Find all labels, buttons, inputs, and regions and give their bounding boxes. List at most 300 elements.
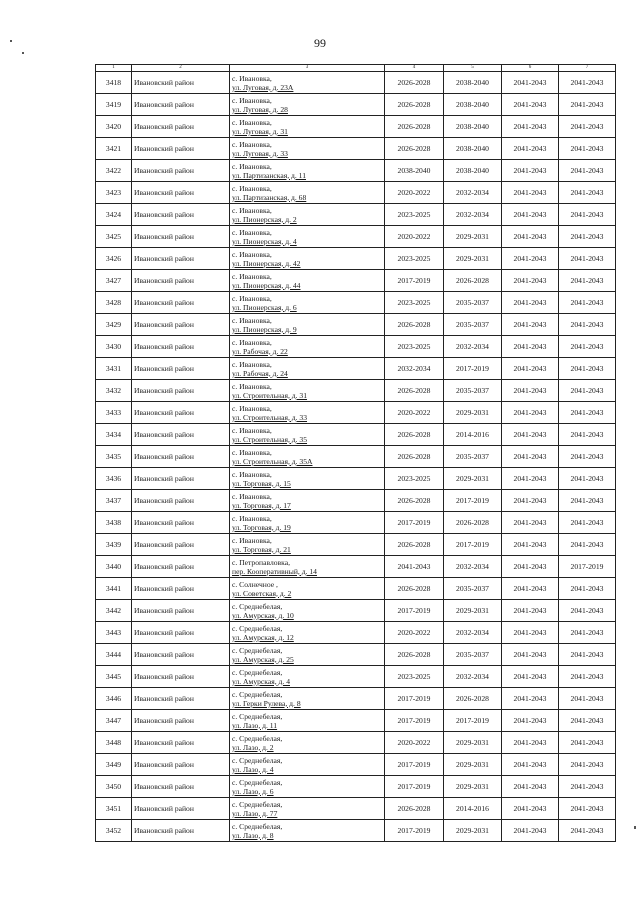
street-text: ул. Пионерская, д. 9: [232, 324, 297, 334]
period-col6-cell: 2041-2043: [502, 754, 559, 776]
period-col6-cell: 2041-2043: [502, 490, 559, 512]
street-text: ул. Торговая, д. 17: [232, 500, 291, 510]
period-col5-cell: 2038-2040: [444, 138, 502, 160]
period-col6-cell: 2041-2043: [502, 446, 559, 468]
table-row: [96, 754, 616, 776]
locality-text: с. Ивановка,: [232, 249, 272, 259]
street-text: ул. Пионерская, д. 2: [232, 214, 297, 224]
street-text: ул. Амурская, д. 25: [232, 654, 294, 664]
period-col4-cell: 2026-2028: [385, 490, 444, 512]
address-cell: [230, 160, 385, 182]
address-cell: [230, 204, 385, 226]
street-text: ул. Амурская, д. 4: [232, 676, 290, 686]
table-row: [96, 248, 616, 270]
period-col4-cell: 2020-2022: [385, 402, 444, 424]
row-number-cell: 3423: [96, 182, 132, 204]
district-cell: Ивановский район: [132, 314, 230, 336]
table-row: [96, 336, 616, 358]
period-col6-cell: 2041-2043: [502, 776, 559, 798]
period-col7-cell: 2041-2043: [559, 72, 616, 94]
period-col5-cell: 2035-2037: [444, 314, 502, 336]
period-col5-cell: 2026-2028: [444, 270, 502, 292]
street-text: ул. Торговая, д. 15: [232, 478, 291, 488]
locality-text: с. Ивановка,: [232, 183, 272, 193]
scan-mark: [10, 40, 12, 42]
locality-text: с. Ивановка,: [232, 425, 272, 435]
district-cell: Ивановский район: [132, 776, 230, 798]
address-cell: [230, 138, 385, 160]
period-col4-cell: 2026-2028: [385, 424, 444, 446]
row-number-cell: 3419: [96, 94, 132, 116]
district-cell: Ивановский район: [132, 182, 230, 204]
street-text: ул. Пионерская, д. 6: [232, 302, 297, 312]
row-number-cell: 3434: [96, 424, 132, 446]
period-col7-cell: 2041-2043: [559, 798, 616, 820]
period-col4-cell: 2041-2043: [385, 556, 444, 578]
address-cell: [230, 226, 385, 248]
period-col6-cell: 2041-2043: [502, 556, 559, 578]
street-text: ул. Партизанская, д. 68: [232, 192, 307, 202]
locality-text: с. Солнечное ,: [232, 579, 278, 589]
street-text: ул. Торговая, д. 19: [232, 522, 291, 532]
table-row: [96, 270, 616, 292]
row-number-cell: 3435: [96, 446, 132, 468]
address-cell: [230, 380, 385, 402]
column-number-header: 5: [444, 65, 502, 72]
period-col5-cell: 2017-2019: [444, 358, 502, 380]
period-col6-cell: 2041-2043: [502, 468, 559, 490]
address-cell: [230, 556, 385, 578]
table-row: [96, 534, 616, 556]
district-cell: Ивановский район: [132, 622, 230, 644]
period-col7-cell: 2041-2043: [559, 710, 616, 732]
period-col5-cell: 2032-2034: [444, 666, 502, 688]
address-cell: [230, 512, 385, 534]
table-row: [96, 402, 616, 424]
period-col4-cell: 2026-2028: [385, 72, 444, 94]
table-row: [96, 776, 616, 798]
row-number-cell: 3444: [96, 644, 132, 666]
locality-text: с. Ивановка,: [232, 469, 272, 479]
period-col7-cell: 2041-2043: [559, 666, 616, 688]
street-text: ул. Лазо, д. 4: [232, 764, 274, 774]
address-cell: [230, 358, 385, 380]
scan-mark: [634, 826, 636, 829]
row-number-cell: 3427: [96, 270, 132, 292]
table-row: [96, 512, 616, 534]
row-number-cell: 3438: [96, 512, 132, 534]
column-number-header: 2: [132, 65, 230, 72]
period-col5-cell: 2017-2019: [444, 534, 502, 556]
address-cell: [230, 622, 385, 644]
row-number-cell: 3445: [96, 666, 132, 688]
period-col5-cell: 2029-2031: [444, 754, 502, 776]
period-col6-cell: 2041-2043: [502, 358, 559, 380]
locality-text: с. Ивановка,: [232, 139, 272, 149]
period-col6-cell: 2041-2043: [502, 182, 559, 204]
locality-text: с. Ивановка,: [232, 227, 272, 237]
table-row: [96, 688, 616, 710]
period-col6-cell: 2041-2043: [502, 688, 559, 710]
period-col7-cell: 2041-2043: [559, 468, 616, 490]
street-text: ул. Партизанская, д. 11: [232, 170, 306, 180]
period-col4-cell: 2026-2028: [385, 380, 444, 402]
row-number-cell: 3433: [96, 402, 132, 424]
table-row: [96, 600, 616, 622]
period-col6-cell: 2041-2043: [502, 710, 559, 732]
period-col4-cell: 2026-2028: [385, 644, 444, 666]
district-cell: Ивановский район: [132, 204, 230, 226]
table-row: [96, 490, 616, 512]
period-col4-cell: 2032-2034: [385, 358, 444, 380]
period-col4-cell: 2017-2019: [385, 600, 444, 622]
district-cell: Ивановский район: [132, 534, 230, 556]
district-cell: Ивановский район: [132, 380, 230, 402]
period-col5-cell: 2035-2037: [444, 446, 502, 468]
period-col5-cell: 2035-2037: [444, 292, 502, 314]
period-col7-cell: 2041-2043: [559, 534, 616, 556]
row-number-cell: 3424: [96, 204, 132, 226]
period-col7-cell: 2041-2043: [559, 380, 616, 402]
street-text: ул. Строительная, д. 35А: [232, 456, 313, 466]
district-cell: Ивановский район: [132, 468, 230, 490]
period-col5-cell: 2026-2028: [444, 688, 502, 710]
address-cell: [230, 468, 385, 490]
period-col7-cell: 2041-2043: [559, 336, 616, 358]
district-cell: Ивановский район: [132, 402, 230, 424]
district-cell: Ивановский район: [132, 732, 230, 754]
row-number-cell: 3446: [96, 688, 132, 710]
period-col6-cell: 2041-2043: [502, 820, 559, 842]
period-col4-cell: 2026-2028: [385, 446, 444, 468]
street-text: ул. Пионерская, д. 4: [232, 236, 297, 246]
period-col5-cell: 2032-2034: [444, 336, 502, 358]
period-col7-cell: 2041-2043: [559, 754, 616, 776]
period-col4-cell: 2026-2028: [385, 94, 444, 116]
period-col6-cell: 2041-2043: [502, 512, 559, 534]
period-col6-cell: 2041-2043: [502, 138, 559, 160]
locality-text: с. Среднебелая,: [232, 799, 283, 809]
table-row: [96, 424, 616, 446]
period-col6-cell: 2041-2043: [502, 116, 559, 138]
period-col7-cell: 2041-2043: [559, 160, 616, 182]
district-cell: Ивановский район: [132, 358, 230, 380]
locality-text: с. Ивановка,: [232, 73, 272, 83]
row-number-cell: 3447: [96, 710, 132, 732]
address-cell: [230, 710, 385, 732]
row-number-cell: 3420: [96, 116, 132, 138]
street-text: ул. Торговая, д. 21: [232, 544, 291, 554]
address-cell: [230, 578, 385, 600]
period-col7-cell: 2041-2043: [559, 732, 616, 754]
locality-text: с. Среднебелая,: [232, 777, 283, 787]
column-number-header: 4: [385, 65, 444, 72]
period-col7-cell: 2041-2043: [559, 270, 616, 292]
address-cell: [230, 688, 385, 710]
row-number-cell: 3422: [96, 160, 132, 182]
locality-text: с. Ивановка,: [232, 315, 272, 325]
column-number-header: 7: [559, 65, 616, 72]
period-col6-cell: 2041-2043: [502, 798, 559, 820]
period-col7-cell: 2041-2043: [559, 314, 616, 336]
table-row: [96, 468, 616, 490]
period-col4-cell: 2038-2040: [385, 160, 444, 182]
street-text: ул. Строительная, д. 33: [232, 412, 308, 422]
column-number-header: 1: [96, 65, 132, 72]
locality-text: с. Среднебелая,: [232, 645, 283, 655]
period-col5-cell: 2038-2040: [444, 160, 502, 182]
street-text: ул. Рабочая, д. 22: [232, 346, 288, 356]
table-row: [96, 380, 616, 402]
address-cell: [230, 270, 385, 292]
district-cell: Ивановский район: [132, 94, 230, 116]
table-row: [96, 160, 616, 182]
table-row: [96, 820, 616, 842]
period-col4-cell: 2026-2028: [385, 138, 444, 160]
period-col5-cell: 2029-2031: [444, 820, 502, 842]
period-col5-cell: 2029-2031: [444, 468, 502, 490]
street-text: ул. Амурская, д. 12: [232, 632, 294, 642]
district-cell: Ивановский район: [132, 138, 230, 160]
table-row: [96, 446, 616, 468]
row-number-cell: 3440: [96, 556, 132, 578]
period-col6-cell: 2041-2043: [502, 424, 559, 446]
period-col7-cell: 2041-2043: [559, 204, 616, 226]
address-cell: [230, 182, 385, 204]
street-text: ул. Строительная, д. 35: [232, 434, 308, 444]
locality-text: с. Ивановка,: [232, 381, 272, 391]
period-col6-cell: 2041-2043: [502, 336, 559, 358]
street-text: ул. Лазо, д. 2: [232, 742, 274, 752]
locality-text: с. Петропавловка,: [232, 557, 290, 567]
period-col6-cell: 2041-2043: [502, 270, 559, 292]
street-text: ул. Луговая, д. 28: [232, 104, 288, 114]
district-cell: Ивановский район: [132, 336, 230, 358]
district-cell: Ивановский район: [132, 424, 230, 446]
table-row: [96, 644, 616, 666]
street-text: ул. Лазо, д. 8: [232, 830, 274, 840]
period-col4-cell: 2020-2022: [385, 732, 444, 754]
period-col5-cell: 2029-2031: [444, 248, 502, 270]
row-number-cell: 3421: [96, 138, 132, 160]
locality-text: с. Ивановка,: [232, 161, 272, 171]
locality-text: с. Среднебелая,: [232, 733, 283, 743]
locality-text: с. Ивановка,: [232, 513, 272, 523]
period-col7-cell: 2041-2043: [559, 644, 616, 666]
district-cell: Ивановский район: [132, 556, 230, 578]
period-col4-cell: 2023-2025: [385, 248, 444, 270]
period-col4-cell: 2023-2025: [385, 292, 444, 314]
period-col7-cell: 2041-2043: [559, 776, 616, 798]
period-col7-cell: 2041-2043: [559, 446, 616, 468]
district-cell: Ивановский район: [132, 820, 230, 842]
locality-text: с. Среднебелая,: [232, 623, 283, 633]
row-number-cell: 3452: [96, 820, 132, 842]
header-row: [96, 65, 616, 72]
district-cell: Ивановский район: [132, 248, 230, 270]
district-cell: Ивановский район: [132, 798, 230, 820]
period-col7-cell: 2041-2043: [559, 138, 616, 160]
table-row: [96, 94, 616, 116]
row-number-cell: 3442: [96, 600, 132, 622]
locality-text: с. Ивановка,: [232, 293, 272, 303]
period-col4-cell: 2023-2025: [385, 666, 444, 688]
period-col7-cell: 2041-2043: [559, 116, 616, 138]
period-col4-cell: 2017-2019: [385, 688, 444, 710]
table-row: [96, 732, 616, 754]
locality-text: с. Среднебелая,: [232, 689, 283, 699]
district-cell: Ивановский район: [132, 160, 230, 182]
row-number-cell: 3432: [96, 380, 132, 402]
address-cell: [230, 72, 385, 94]
period-col7-cell: 2041-2043: [559, 622, 616, 644]
period-col4-cell: 2023-2025: [385, 336, 444, 358]
address-cell: [230, 336, 385, 358]
table-row: [96, 666, 616, 688]
period-col5-cell: 2035-2037: [444, 578, 502, 600]
district-cell: Ивановский район: [132, 446, 230, 468]
period-col5-cell: 2038-2040: [444, 116, 502, 138]
street-text: ул. Лазо, д. 6: [232, 786, 274, 796]
period-col7-cell: 2041-2043: [559, 820, 616, 842]
period-col5-cell: 2017-2019: [444, 490, 502, 512]
locality-text: с. Ивановка,: [232, 271, 272, 281]
locality-text: с. Среднебелая,: [232, 601, 283, 611]
period-col4-cell: 2026-2028: [385, 578, 444, 600]
period-col5-cell: 2029-2031: [444, 226, 502, 248]
period-col4-cell: 2017-2019: [385, 270, 444, 292]
address-cell: [230, 248, 385, 270]
column-number-header: 3: [230, 65, 385, 72]
period-col6-cell: 2041-2043: [502, 534, 559, 556]
street-text: ул. Пионерская, д. 42: [232, 258, 301, 268]
period-col5-cell: 2032-2034: [444, 182, 502, 204]
period-col4-cell: 2017-2019: [385, 820, 444, 842]
column-number-header: 6: [502, 65, 559, 72]
row-number-cell: 3443: [96, 622, 132, 644]
locality-text: с. Ивановка,: [232, 535, 272, 545]
address-cell: [230, 490, 385, 512]
period-col5-cell: 2029-2031: [444, 776, 502, 798]
table-row: [96, 138, 616, 160]
period-col6-cell: 2041-2043: [502, 204, 559, 226]
period-col4-cell: 2017-2019: [385, 512, 444, 534]
row-number-cell: 3428: [96, 292, 132, 314]
period-col5-cell: 2017-2019: [444, 710, 502, 732]
district-cell: Ивановский район: [132, 270, 230, 292]
register-table: [95, 64, 616, 842]
table-row: [96, 358, 616, 380]
period-col7-cell: 2041-2043: [559, 182, 616, 204]
street-text: ул. Луговая, д. 31: [232, 126, 288, 136]
period-col4-cell: 2026-2028: [385, 116, 444, 138]
address-cell: [230, 666, 385, 688]
period-col7-cell: 2041-2043: [559, 600, 616, 622]
period-col4-cell: 2017-2019: [385, 776, 444, 798]
locality-text: с. Ивановка,: [232, 359, 272, 369]
row-number-cell: 3451: [96, 798, 132, 820]
period-col4-cell: 2020-2022: [385, 622, 444, 644]
period-col4-cell: 2026-2028: [385, 534, 444, 556]
address-cell: [230, 116, 385, 138]
district-cell: Ивановский район: [132, 644, 230, 666]
period-col7-cell: 2041-2043: [559, 688, 616, 710]
table-row: [96, 622, 616, 644]
street-text: ул. Амурская, д. 10: [232, 610, 294, 620]
locality-text: с. Ивановка,: [232, 95, 272, 105]
period-col5-cell: 2038-2040: [444, 72, 502, 94]
address-cell: [230, 754, 385, 776]
table-body: [96, 65, 616, 842]
locality-text: с. Среднебелая,: [232, 711, 283, 721]
street-text: ул. Лазо, д. 77: [232, 808, 278, 818]
street-text: ул. Луговая, д. 33: [232, 148, 288, 158]
period-col7-cell: 2041-2043: [559, 94, 616, 116]
period-col6-cell: 2041-2043: [502, 94, 559, 116]
district-cell: Ивановский район: [132, 688, 230, 710]
period-col5-cell: 2029-2031: [444, 402, 502, 424]
address-cell: [230, 402, 385, 424]
row-number-cell: 3449: [96, 754, 132, 776]
locality-text: с. Ивановка,: [232, 491, 272, 501]
table-row: [96, 182, 616, 204]
locality-text: с. Среднебелая,: [232, 821, 283, 831]
period-col5-cell: 2038-2040: [444, 94, 502, 116]
street-text: пер. Кооперативный, д. 14: [232, 566, 317, 576]
address-cell: [230, 798, 385, 820]
period-col6-cell: 2041-2043: [502, 622, 559, 644]
period-col6-cell: 2041-2043: [502, 72, 559, 94]
period-col5-cell: 2035-2037: [444, 644, 502, 666]
table-row: [96, 556, 616, 578]
district-cell: Ивановский район: [132, 116, 230, 138]
table-row: [96, 292, 616, 314]
row-number-cell: 3425: [96, 226, 132, 248]
period-col4-cell: 2017-2019: [385, 754, 444, 776]
locality-text: с. Ивановка,: [232, 205, 272, 215]
period-col5-cell: 2029-2031: [444, 732, 502, 754]
locality-text: с. Ивановка,: [232, 447, 272, 457]
period-col7-cell: 2041-2043: [559, 512, 616, 534]
address-cell: [230, 644, 385, 666]
address-cell: [230, 424, 385, 446]
locality-text: с. Среднебелая,: [232, 667, 283, 677]
street-text: ул. Советская, д. 2: [232, 588, 292, 598]
district-cell: Ивановский район: [132, 292, 230, 314]
period-col4-cell: 2017-2019: [385, 710, 444, 732]
period-col6-cell: 2041-2043: [502, 666, 559, 688]
address-cell: [230, 732, 385, 754]
table-row: [96, 226, 616, 248]
period-col5-cell: 2032-2034: [444, 622, 502, 644]
locality-text: с. Ивановка,: [232, 337, 272, 347]
district-cell: Ивановский район: [132, 666, 230, 688]
period-col4-cell: 2020-2022: [385, 182, 444, 204]
street-text: ул. Лазо, д. 11: [232, 720, 278, 730]
address-cell: [230, 776, 385, 798]
period-col4-cell: 2020-2022: [385, 226, 444, 248]
period-col6-cell: 2041-2043: [502, 600, 559, 622]
period-col7-cell: 2041-2043: [559, 578, 616, 600]
district-cell: Ивановский район: [132, 226, 230, 248]
period-col5-cell: 2014-2016: [444, 424, 502, 446]
row-number-cell: 3436: [96, 468, 132, 490]
period-col7-cell: 2041-2043: [559, 248, 616, 270]
row-number-cell: 3439: [96, 534, 132, 556]
period-col6-cell: 2041-2043: [502, 402, 559, 424]
period-col7-cell: 2041-2043: [559, 402, 616, 424]
district-cell: Ивановский район: [132, 710, 230, 732]
